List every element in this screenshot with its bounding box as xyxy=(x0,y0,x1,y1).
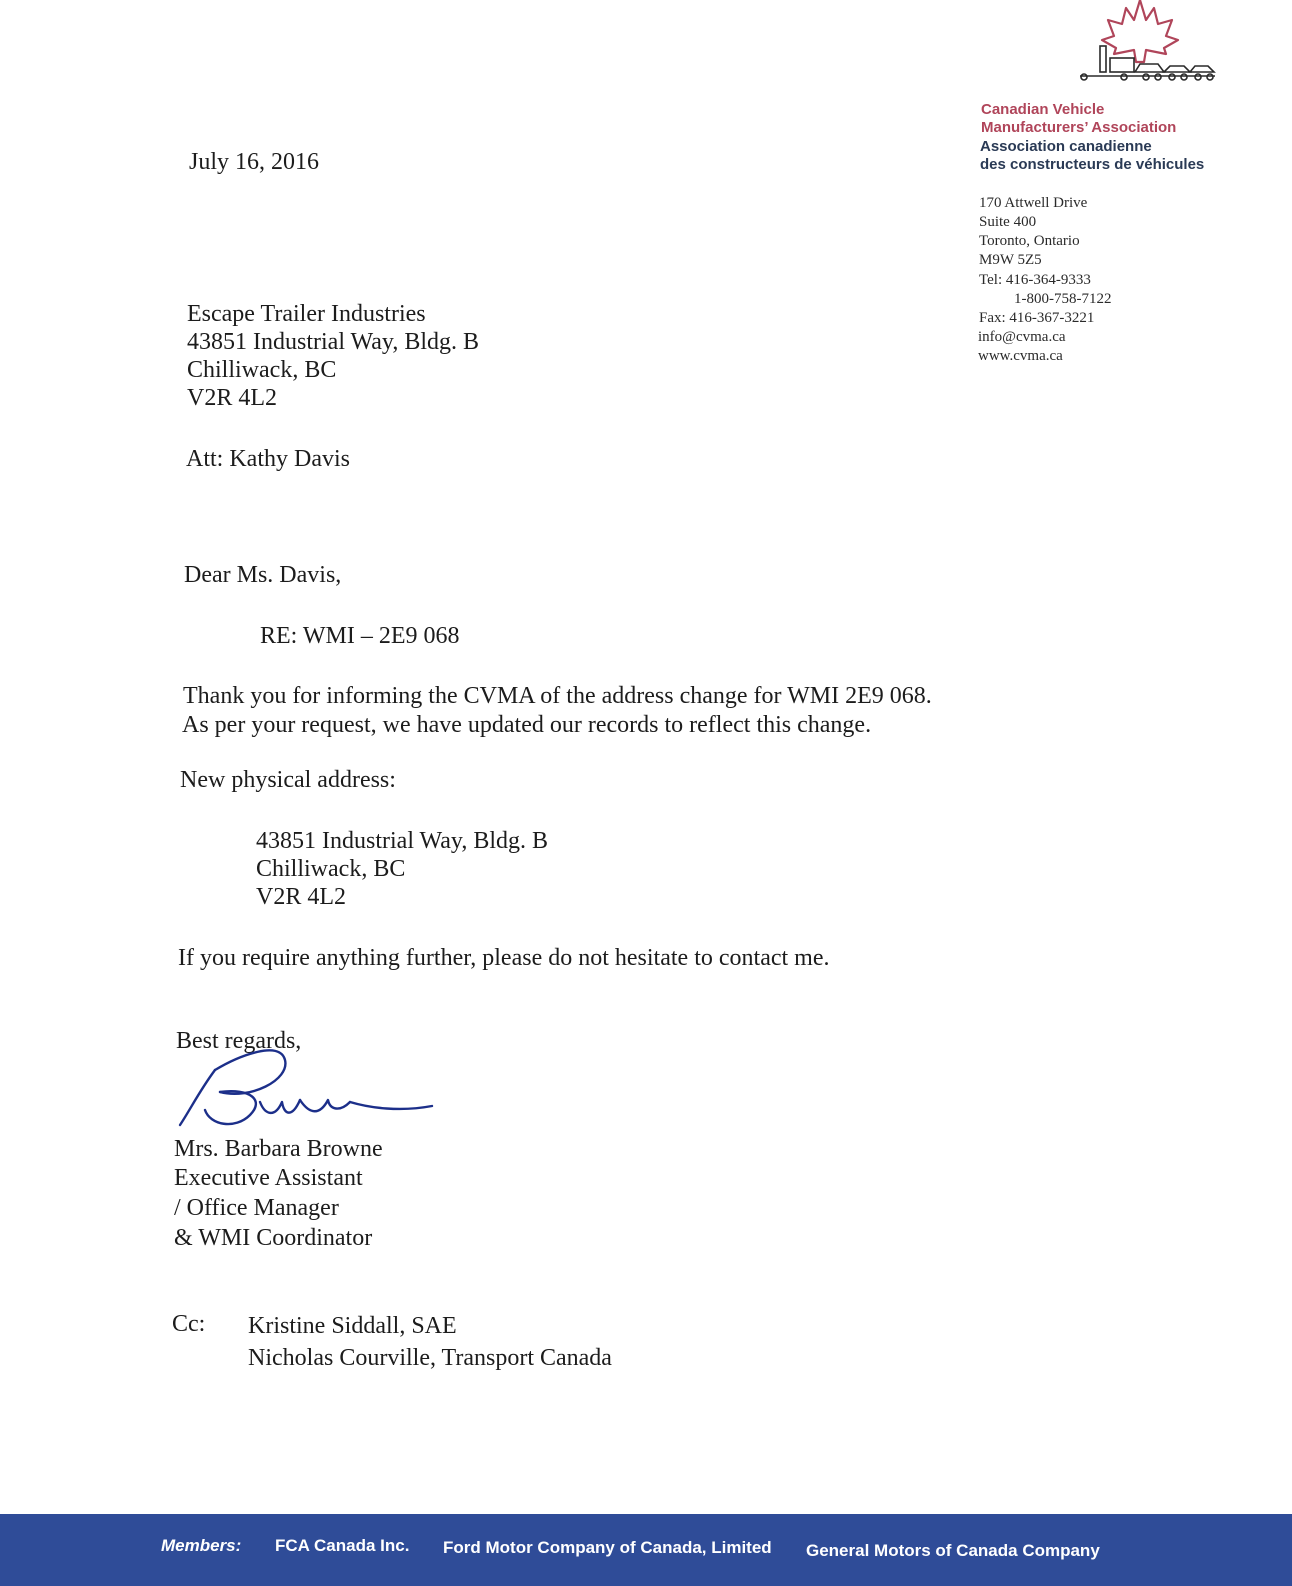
email-link[interactable]: info@cvma.ca xyxy=(978,329,1066,345)
sign-off: Best regards, xyxy=(176,1028,302,1054)
fax-number: Fax: 416-367-3221 xyxy=(979,310,1095,326)
new-address-street: 43851 Industrial Way, Bldg. B xyxy=(256,828,549,854)
org-name-en-line2: Manufacturers’ Association xyxy=(981,119,1177,136)
signature-image xyxy=(170,1030,450,1140)
attention-line: Att: Kathy Davis xyxy=(186,446,350,472)
paragraph-1-line-2: As per your request, we have updated our records to reflect this change. xyxy=(182,712,872,738)
closing-paragraph: If you require anything further, please do not hesitate to contact me. xyxy=(178,945,830,971)
org-name-fr-line1: Association canadienne xyxy=(980,138,1152,155)
letter-date: July 16, 2016 xyxy=(189,149,320,175)
signatory-title-line-1: Executive Assistant xyxy=(174,1165,363,1191)
address-line-2: Suite 400 xyxy=(979,214,1037,230)
members-label: Members: xyxy=(161,1536,242,1555)
cvma-logo-icon xyxy=(1080,0,1230,90)
member-gm: General Motors of Canada Company xyxy=(806,1541,1100,1560)
website-link[interactable]: www.cvma.ca xyxy=(978,348,1063,364)
recipient-company: Escape Trailer Industries xyxy=(187,301,426,327)
subject-line: RE: WMI – 2E9 068 xyxy=(260,623,460,649)
cc-recipient-2: Nicholas Courville, Transport Canada xyxy=(248,1345,612,1371)
address-line-4: M9W 5Z5 xyxy=(979,252,1042,268)
org-name-fr-line2: des constructeurs de véhicules xyxy=(980,156,1205,173)
signatory-name: Mrs. Barbara Browne xyxy=(174,1136,383,1162)
signatory-title-line-3: & WMI Coordinator xyxy=(174,1225,373,1251)
cc-recipient-1: Kristine Siddall, SAE xyxy=(248,1313,457,1339)
org-name-en-line1: Canadian Vehicle xyxy=(981,101,1105,118)
new-address-city: Chilliwack, BC xyxy=(256,856,406,882)
salutation: Dear Ms. Davis, xyxy=(184,562,342,588)
paragraph-1-line-1: Thank you for informing the CVMA of the address change for WMI 2E9 068. xyxy=(183,683,932,709)
recipient-city: Chilliwack, BC xyxy=(187,357,337,383)
address-line-1: 170 Attwell Drive xyxy=(979,195,1088,211)
member-fca: FCA Canada Inc. xyxy=(275,1536,410,1555)
cc-label: Cc: xyxy=(172,1311,206,1337)
new-address-postal: V2R 4L2 xyxy=(256,884,346,910)
tel-number: Tel: 416-364-9333 xyxy=(979,272,1091,288)
new-address-label: New physical address: xyxy=(180,767,396,793)
members-footer xyxy=(0,1514,1292,1586)
recipient-street: 43851 Industrial Way, Bldg. B xyxy=(187,329,480,355)
address-line-3: Toronto, Ontario xyxy=(979,233,1080,249)
recipient-postal: V2R 4L2 xyxy=(187,385,277,411)
member-ford: Ford Motor Company of Canada, Limited xyxy=(443,1538,772,1557)
tel-tollfree: 1-800-758-7122 xyxy=(1014,291,1112,307)
signatory-title-line-2: / Office Manager xyxy=(174,1195,339,1221)
